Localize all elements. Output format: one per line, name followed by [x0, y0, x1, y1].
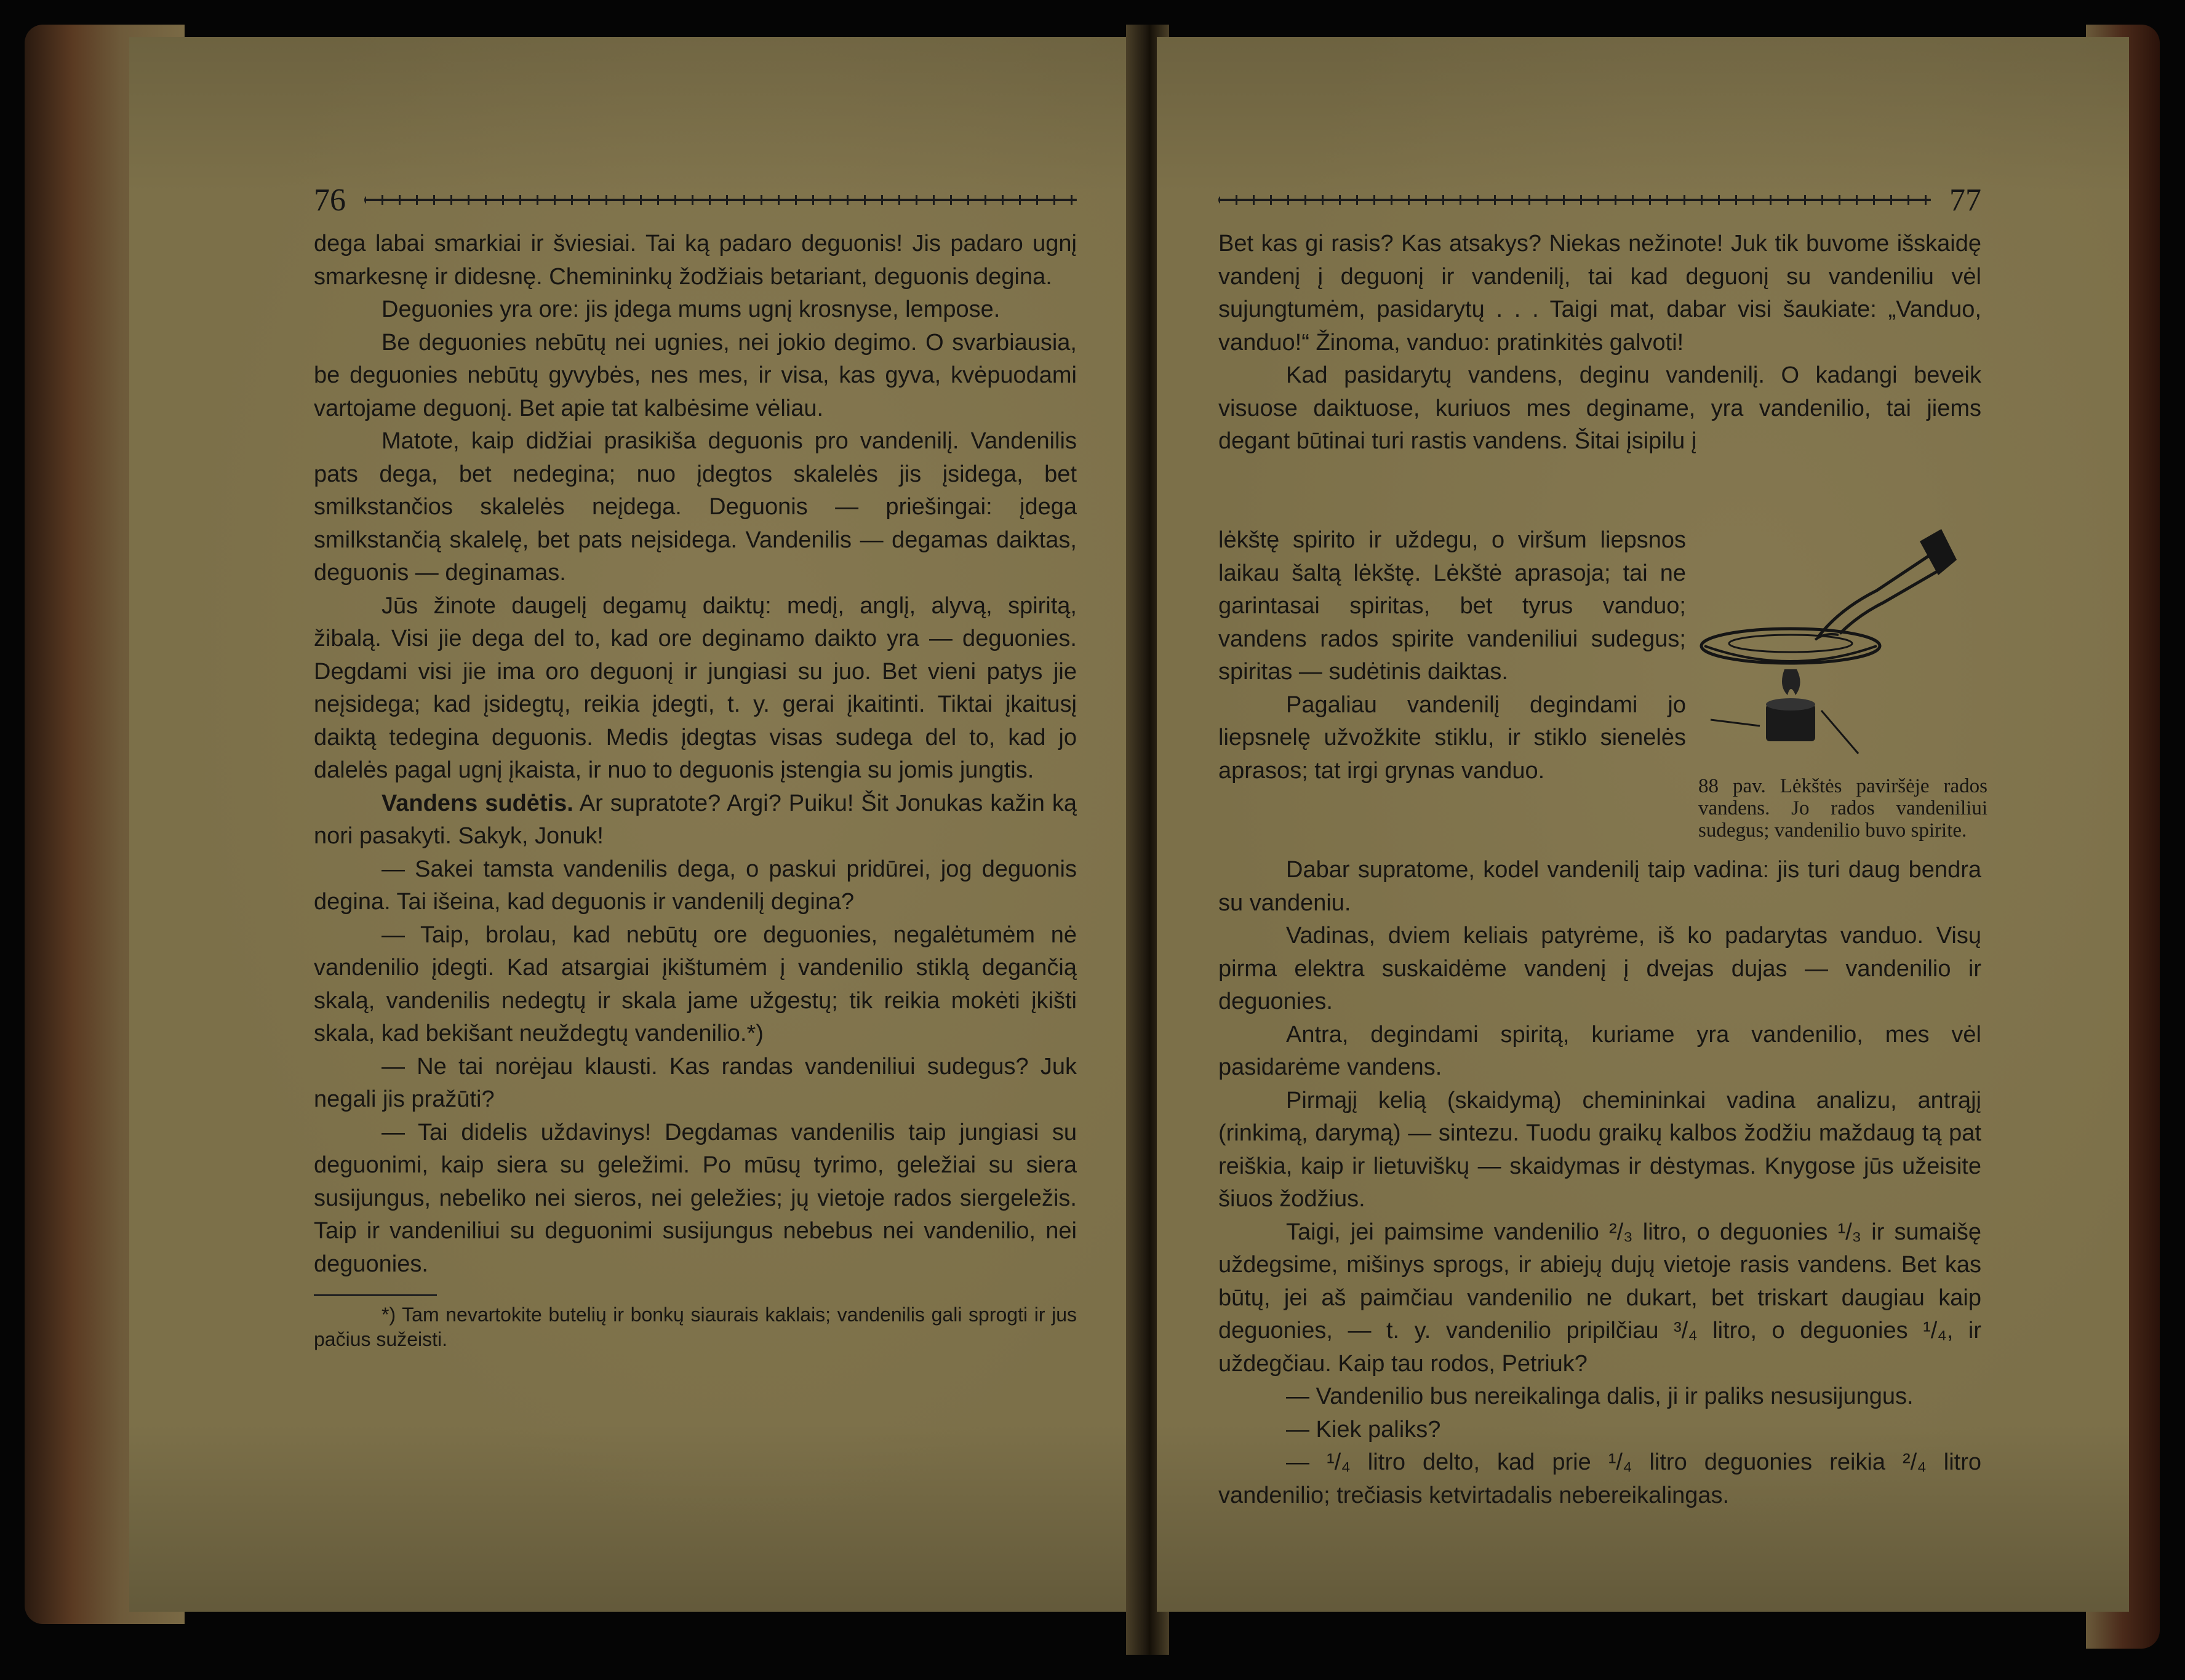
paragraph: Antra, degindami spiritą, kuriame yra vandenilio, mes vėl pasidarėme vandens.: [1218, 1021, 1981, 1080]
paragraph: Kad pasidarytų vandens, deginu vandenilį. O kadangi beveik visuose daiktuose, kuriuos mes deginame, yra vandenilio, tai jiems degant būtinai turi rastis vandens. Šitai įsipilu į: [1218, 362, 1981, 454]
paragraph: Bet kas gi rasis? Kas atsakys? Niekas nežinote! Juk tik buvome išskaidę vandenį į deguonį ir vandenilį, tai kad deguonį su vandeniliu vėl sujungtumėm, pasidarytų . . . Taigi mat, dabar visi šaukiate: „Vanduo, vanduo!“ Žinoma, vanduo: pratinkitės galvoti!: [1218, 231, 1981, 356]
paragraph: Matote, kaip didžiai prasikiša deguonis pro vandenilį. Vandenilis pats dega, bet nedegina; nuo įdegtos skalelės jis įsidega, bet smilkstančios skalelės neįdega. Deguonis — priešingai: įdega smilkstančią skalelę, bet pats neįsidega. Vandenilis — degamas daiktas, deguonis — deginamas.: [314, 428, 1077, 586]
footnote-rule: [314, 1294, 437, 1296]
paragraph: Jūs žinote daugelį degamų daiktų: medį, anglį, alyvą, spiritą, žibalą. Visi jie dega del to, kad ore deginamo daikto yra — deguonies. Degdami visi jie ima oro deguonį ir jungiasi su juo. Bet vieni patys jie neįsidega; kad įsidegtų, reikia įdegti, t. y. gerai įkaitinti. Tiktai įkaitusį daiktą tedegina deguonis. Medis įdegtas visas sudega del to, kad jo dalelės pagal ugnį įkaista, ir nuo to deguonis įstengia su jomis jungtis.: [314, 592, 1077, 783]
section-paragraph: [314, 787, 1077, 853]
left-page-text: [314, 228, 1077, 1352]
right-page-text-bottom: [1218, 854, 1981, 1512]
paragraph: — Ne tai norėjau klausti. Kas randas vandeniliui sudegus? Juk negali jis pražūti?: [314, 1053, 1077, 1112]
paragraph: — Taip, brolau, kad nebūtų ore deguonies, negalėtumėm nė vandenilio įdegti. Kad atsargiai įkištumėm į vandenilio stiklą degančią skalą, vandenilis nedegtų ir skala jame užgestų; tik reikia mokėti įkišti skala, kad bekišant neuždegtų vandenilio.*): [314, 922, 1077, 1046]
left-page: [129, 37, 1138, 1612]
right-page-text-beside-figure: [1218, 524, 1686, 787]
page-number: 77: [1949, 182, 1981, 218]
header-ornament: [1218, 195, 1931, 205]
paragraph: — Kiek paliks?: [1286, 1416, 1441, 1443]
paragraph: — Sakei tamsta vandenilis dega, o paskui pridūrei, jog deguonis degina. Tai išeina, kad deguonis ir vandenilį degina?: [314, 856, 1077, 915]
paragraph: Deguonies yra ore: jis įdega mums ugnį krosnyse, lempose.: [381, 297, 1001, 322]
paragraph: lėkštę spirito ir uždegu, o viršum liepsnos laikau šaltą lėkštę. Lėkštė aprasoja; tai ne garintasai spiritas, bet tyrus vanduo; vandens rados spirite vandeniliui sudegus; spiritas — sudėtinis daiktas.: [1218, 527, 1686, 685]
paragraph: — Vandenilio bus nereikalinga dalis, ji ir paliks nesusijungus.: [1286, 1383, 1914, 1409]
paragraph: Dabar supratome, kodel vandenilį taip vadina: jis turi daug bendra su vandeniu.: [1218, 857, 1981, 916]
footnote: *) Tam nevartokite butelių ir bonkų siaurais kaklais; vandenilis gali sprogti ir jus pačius sužeisti.: [314, 1304, 1077, 1350]
figure-number: 88 pav.: [1698, 775, 1766, 797]
right-page: [1157, 37, 2129, 1612]
plate-over-flame-illustration: [1698, 517, 1969, 775]
section-text: Ar supratote? Argi? Puiku! Šit Jonukas kažin ką nori pasakyti. Sakyk, Jonuk!: [314, 790, 1077, 849]
left-page-header: [314, 178, 1077, 221]
paragraph: Pagaliau vandenilį degindami jo liepsnelę užvožkite stiklu, ir stiklo sienelės aprasos; tat irgi grynas vanduo.: [1218, 691, 1686, 784]
paragraph: Taigi, jei paimsime vandenilio ²/₃ litro, o deguonies ¹/₃ ir sumaišę uždegsime, mišinys sprogs, ir abiejų dujų vietoje rasis vandens. Bet kas būtų, jei aš paimčiau vandenilio ne dukart, bet triskart daugiau kaip deguonies, — t. y. vandenilio pripilčiau ³/₄ litro, o deguonies ¹/₄, ir uždegčiau. Kaip tau rodos, Petriuk?: [1218, 1219, 1981, 1377]
figure-caption-text: Lėkštės paviršėje rados vandens. Jo rados vandeniliui sudegus; vandenilio buvo spirite.: [1698, 775, 1987, 842]
section-title: Vandens sudėtis.: [381, 790, 573, 816]
paragraph: — ¹/₄ litro delto, kad prie ¹/₄ litro deguonies reikia ²/₄ litro vandenilio; trečiasis ketvirtadalis nebereikalingas.: [1218, 1449, 1981, 1508]
paragraph: Vadinas, dviem keliais patyrėme, iš ko padarytas vanduo. Visų pirma elektra suskaidėme vandenį į dvejas dujas — vandenilio ir deguonies.: [1218, 923, 1981, 1014]
figure-caption: [1698, 775, 1987, 842]
right-page-header: [1218, 178, 1981, 221]
open-book: [25, 25, 2160, 1655]
paragraph: Be deguonies nebūtų nei ugnies, nei jokio degimo. O svarbiausia, be deguonies nebūtų gyvybės, nes mes, ir visa, kas gyva, kvėpuodami vartojame deguonį. Bet apie tat kalbėsime vėliau.: [314, 329, 1077, 421]
paragraph: — Tai didelis uždavinys! Degdamas vandenilis taip jungiasi su deguonimi, kaip siera su geležimi. Po mūsų tyrimo, geležiai su siera susijungus, nebeliko nei sieros, nei geležies; jų vietoje rados siergeležis. Taip ir vandeniliui su deguonimi susijungus nebebus nei vandenilio, nei deguonies.: [314, 1119, 1077, 1277]
right-page-text-top: [1218, 228, 1981, 458]
paragraph: Pirmąjį kelią (skaidymą) chemininkai vadina analizu, antrąjį (rinkimą, darymą) — sintezu. Tuodu graikų kalbos žodžiu maždaug tą pat reiškia, kaip ir lietuviškų — skaidymas ir dėstymas. Knygose jūs užeisite šiuos žodžius.: [1218, 1087, 1981, 1212]
header-ornament: [364, 195, 1077, 205]
page-number: 76: [314, 182, 346, 218]
paragraph: dega labai smarkiai ir šviesiai. Tai ką padaro deguonis! Jis padaro ugnį smarkesnę ir didesnę. Chemininkų žodžiais betariant, deguonis degina.: [314, 231, 1077, 290]
